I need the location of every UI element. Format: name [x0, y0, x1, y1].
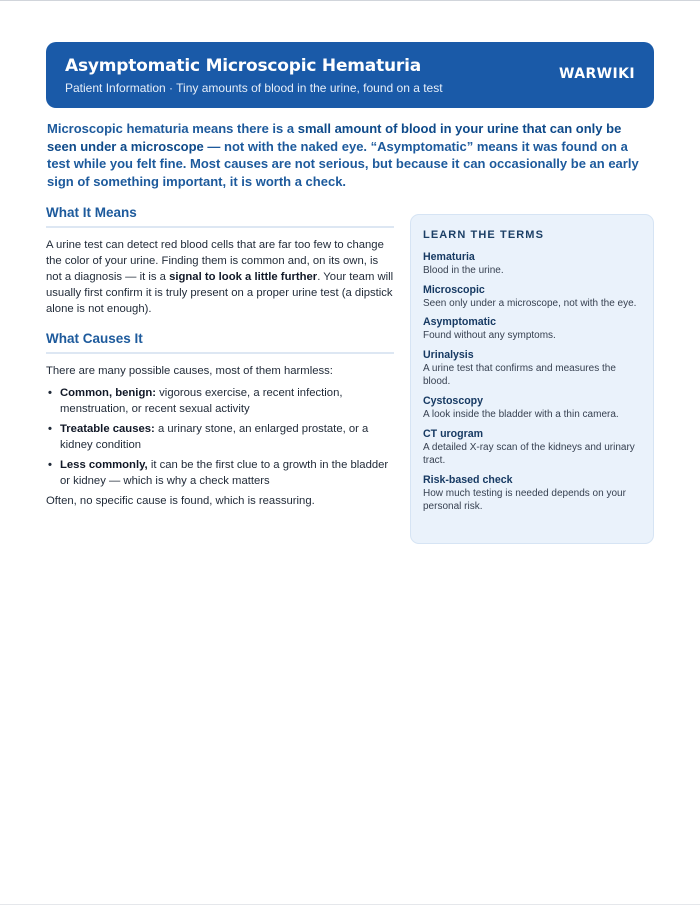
- bullet-icon: •: [48, 387, 52, 399]
- list-item: [48, 421, 394, 453]
- term-item: [423, 427, 641, 468]
- term-item: [423, 348, 641, 389]
- paragraph-text-2: . Your team will usually first confirm it is truly present on a proper urine test (a dipstick alone is not enough).: [46, 271, 394, 315]
- main-column: [46, 204, 394, 509]
- paragraph-emphasis: signal to look a little further: [169, 271, 318, 283]
- page-title: Asymptomatic Microscopic Hematuria: [65, 56, 421, 76]
- terms-sidebar: [410, 214, 654, 544]
- section-heading: What Causes It: [46, 330, 394, 354]
- term-name: Cystoscopy: [423, 394, 484, 407]
- term-name: Risk-based check: [423, 473, 513, 486]
- term-definition: Seen only under a microscope, not with the eye.: [423, 297, 637, 309]
- causes-list: [46, 385, 394, 489]
- list-item-label: Treatable causes:: [60, 423, 155, 435]
- term-definition: How much testing is needed depends on your personal risk.: [423, 487, 626, 513]
- term-item: [423, 315, 641, 343]
- causes-outro: Often, no specific cause is found, which is reassuring.: [46, 495, 315, 507]
- page-subtitle: Patient Information · Tiny amounts of blood in the urine, found on a test: [65, 81, 443, 95]
- brand-logo-text: WARWIKI: [559, 66, 635, 82]
- list-item: [48, 385, 394, 417]
- term-name: Hematuria: [423, 251, 475, 263]
- term-definition: Found without any symptoms.: [423, 330, 556, 342]
- term-name: Urinalysis: [423, 348, 474, 361]
- section-paragraph: [46, 237, 394, 317]
- header-banner: [46, 42, 654, 108]
- term-definition: A urine test that confirms and measures the blood.: [423, 362, 616, 388]
- list-item-text: vigorous exercise, a recent infection, menstruation, or recent sexual activity: [60, 387, 343, 415]
- page-top-edge: [0, 0, 700, 1]
- term-item: [423, 250, 641, 278]
- term-definition: A look inside the bladder with a thin camera.: [423, 408, 619, 420]
- list-item-text: a urinary stone, an enlarged prostate, or a kidney condition: [60, 423, 369, 451]
- list-item-label: Less commonly,: [60, 459, 148, 471]
- section-what-it-means: [46, 204, 394, 317]
- term-name: CT urogram: [423, 427, 484, 440]
- term-definition: A detailed X-ray scan of the kidneys and urinary tract.: [423, 441, 635, 467]
- section-what-causes-it: [46, 330, 394, 509]
- intro-text-1: Microscopic hematuria means there is a: [47, 121, 298, 136]
- bullet-icon: •: [48, 459, 52, 471]
- page-bottom-edge: [0, 904, 700, 905]
- term-definition: Blood in the urine.: [423, 265, 504, 276]
- list-item-text: it can be the first clue to a growth in the bladder or kidney — which is why a check matters: [60, 459, 389, 487]
- section-heading: What It Means: [46, 204, 394, 228]
- list-item: [48, 457, 394, 489]
- sidebar-title: LEARN THE TERMS: [423, 229, 544, 241]
- intro-text-2: — not with the naked eye. “Asymptomatic” means it was found on a test while you felt fine. Most causes are not serious, but because it can occasionally be an early sign of something important, it is worth a check.: [47, 138, 639, 189]
- term-name: Asymptomatic: [423, 316, 496, 329]
- causes-lead: There are many possible causes, most of them harmless:: [46, 365, 333, 377]
- list-item-label: Common, benign:: [60, 387, 157, 399]
- intro-paragraph: [47, 120, 653, 190]
- term-name: Microscopic: [423, 283, 485, 296]
- paragraph-text-1: A urine test can detect red blood cells that are far too few to change the color of your urine. Finding them is common and, on its own, is not a diagnosis — it is a: [46, 239, 384, 283]
- term-item: [423, 394, 641, 422]
- term-item: [423, 283, 641, 311]
- intro-emphasis: small amount of blood in your urine that can only be seen under a microscope: [47, 121, 622, 154]
- bullet-icon: •: [48, 423, 52, 435]
- term-item: [423, 473, 641, 514]
